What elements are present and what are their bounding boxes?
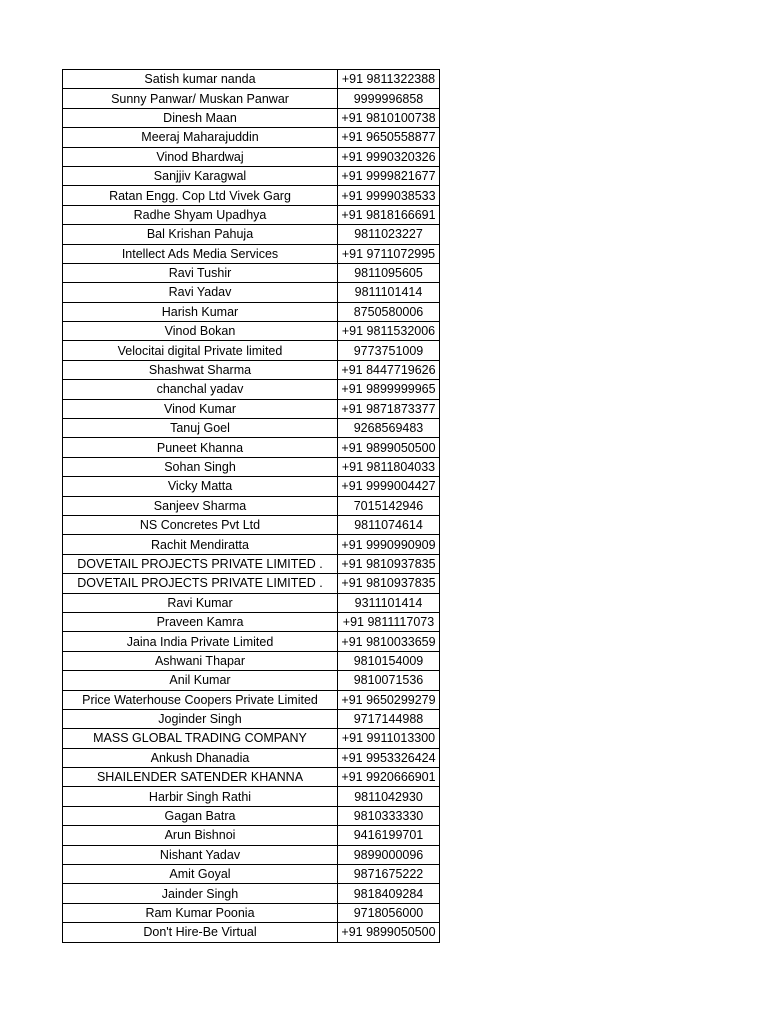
contact-name-cell: Don't Hire-Be Virtual: [63, 923, 338, 942]
contact-name-cell: Tanuj Goel: [63, 419, 338, 438]
contact-name-cell: Nishant Yadav: [63, 845, 338, 864]
table-row: [63, 593, 440, 612]
contact-phone-cell: +91 9711072995: [338, 244, 440, 263]
contact-name-cell: Velocitai digital Private limited: [63, 341, 338, 360]
table-row: [63, 283, 440, 302]
contact-name-cell: Ratan Engg. Cop Ltd Vivek Garg: [63, 186, 338, 205]
contact-phone-cell: 9811074614: [338, 515, 440, 534]
table-row: [63, 438, 440, 457]
contact-name-cell: Dinesh Maan: [63, 108, 338, 127]
contact-phone-cell: 7015142946: [338, 496, 440, 515]
contact-phone-cell: +91 9811322388: [338, 70, 440, 89]
contact-name-cell: SHAILENDER SATENDER KHANNA: [63, 768, 338, 787]
contact-phone-cell: +91 9999821677: [338, 166, 440, 185]
contact-name-cell: Intellect Ads Media Services: [63, 244, 338, 263]
contact-phone-cell: +91 9810100738: [338, 108, 440, 127]
contact-name-cell: MASS GLOBAL TRADING COMPANY: [63, 729, 338, 748]
contact-phone-cell: +91 9899999965: [338, 380, 440, 399]
table-row: [63, 768, 440, 787]
contact-phone-cell: 9811095605: [338, 263, 440, 282]
contact-name-cell: Sanjjiv Karagwal: [63, 166, 338, 185]
table-row: [63, 419, 440, 438]
table-row: [63, 70, 440, 89]
contact-phone-cell: +91 9650558877: [338, 128, 440, 147]
contact-name-cell: Price Waterhouse Coopers Private Limited: [63, 690, 338, 709]
contact-phone-cell: +91 9810033659: [338, 632, 440, 651]
table-row: [63, 147, 440, 166]
contact-phone-cell: +91 9999038533: [338, 186, 440, 205]
contact-phone-cell: +91 9899050500: [338, 438, 440, 457]
contact-name-cell: Amit Goyal: [63, 865, 338, 884]
table-row: [63, 884, 440, 903]
contact-name-cell: DOVETAIL PROJECTS PRIVATE LIMITED .: [63, 574, 338, 593]
table-row: [63, 515, 440, 534]
table-row: [63, 186, 440, 205]
table-row: [63, 923, 440, 942]
table-row: [63, 225, 440, 244]
contact-phone-cell: +91 9810937835: [338, 554, 440, 573]
contact-phone-cell: 9717144988: [338, 709, 440, 728]
contact-name-cell: Ravi Tushir: [63, 263, 338, 282]
contact-phone-cell: +91 9818166691: [338, 205, 440, 224]
table-row: [63, 651, 440, 670]
contact-name-cell: Jaina India Private Limited: [63, 632, 338, 651]
contact-phone-cell: +91 8447719626: [338, 360, 440, 379]
table-row: [63, 574, 440, 593]
table-row: [63, 632, 440, 651]
contact-phone-cell: +91 9899050500: [338, 923, 440, 942]
contact-phone-cell: 8750580006: [338, 302, 440, 321]
contact-name-cell: Anil Kumar: [63, 671, 338, 690]
contact-name-cell: Harish Kumar: [63, 302, 338, 321]
table-row: [63, 709, 440, 728]
contact-name-cell: Radhe Shyam Upadhya: [63, 205, 338, 224]
table-row: [63, 360, 440, 379]
contact-phone-cell: +91 9920666901: [338, 768, 440, 787]
contact-phone-cell: 9810154009: [338, 651, 440, 670]
table-row: [63, 322, 440, 341]
contact-name-cell: Harbir Singh Rathi: [63, 787, 338, 806]
contact-name-cell: Joginder Singh: [63, 709, 338, 728]
table-row: [63, 729, 440, 748]
table-row: [63, 535, 440, 554]
table-row: [63, 826, 440, 845]
contact-phone-cell: +91 9650299279: [338, 690, 440, 709]
contact-name-cell: Satish kumar nanda: [63, 70, 338, 89]
contact-phone-cell: +91 9990990909: [338, 535, 440, 554]
contact-phone-cell: +91 9990320326: [338, 147, 440, 166]
contact-phone-cell: +91 9911013300: [338, 729, 440, 748]
contact-name-cell: Bal Krishan Pahuja: [63, 225, 338, 244]
table-row: [63, 787, 440, 806]
contact-name-cell: DOVETAIL PROJECTS PRIVATE LIMITED .: [63, 554, 338, 573]
table-row: [63, 903, 440, 922]
contact-name-cell: Vinod Kumar: [63, 399, 338, 418]
table-row: [63, 128, 440, 147]
contact-name-cell: Ankush Dhanadia: [63, 748, 338, 767]
table-row: [63, 341, 440, 360]
contacts-table-body: [63, 70, 440, 943]
table-row: [63, 612, 440, 631]
contact-name-cell: Ravi Kumar: [63, 593, 338, 612]
table-row: [63, 845, 440, 864]
contact-phone-cell: 9773751009: [338, 341, 440, 360]
table-row: [63, 108, 440, 127]
table-row: [63, 865, 440, 884]
table-row: [63, 477, 440, 496]
contact-name-cell: Vinod Bokan: [63, 322, 338, 341]
contact-name-cell: Meeraj Maharajuddin: [63, 128, 338, 147]
contact-name-cell: Arun Bishnoi: [63, 826, 338, 845]
table-row: [63, 457, 440, 476]
contact-name-cell: Sanjeev Sharma: [63, 496, 338, 515]
contact-name-cell: Vicky Matta: [63, 477, 338, 496]
contact-phone-cell: 9810071536: [338, 671, 440, 690]
table-row: [63, 496, 440, 515]
contacts-table: [62, 69, 440, 943]
contact-name-cell: Puneet Khanna: [63, 438, 338, 457]
contact-phone-cell: 9311101414: [338, 593, 440, 612]
table-row: [63, 263, 440, 282]
contact-name-cell: NS Concretes Pvt Ltd: [63, 515, 338, 534]
contact-name-cell: Ram Kumar Poonia: [63, 903, 338, 922]
contact-phone-cell: 9818409284: [338, 884, 440, 903]
contact-phone-cell: 9416199701: [338, 826, 440, 845]
contact-phone-cell: +91 9811532006: [338, 322, 440, 341]
table-row: [63, 690, 440, 709]
contact-phone-cell: +91 9871873377: [338, 399, 440, 418]
contact-name-cell: Rachit Mendiratta: [63, 535, 338, 554]
contact-phone-cell: +91 9999004427: [338, 477, 440, 496]
table-row: [63, 89, 440, 108]
contact-name-cell: chanchal yadav: [63, 380, 338, 399]
contact-name-cell: Vinod Bhardwaj: [63, 147, 338, 166]
contact-name-cell: Praveen Kamra: [63, 612, 338, 631]
table-row: [63, 671, 440, 690]
contact-phone-cell: 9811042930: [338, 787, 440, 806]
contact-phone-cell: 9811101414: [338, 283, 440, 302]
contact-name-cell: Sunny Panwar/ Muskan Panwar: [63, 89, 338, 108]
contact-phone-cell: +91 9810937835: [338, 574, 440, 593]
contact-name-cell: Shashwat Sharma: [63, 360, 338, 379]
table-row: [63, 302, 440, 321]
contact-name-cell: Ashwani Thapar: [63, 651, 338, 670]
table-row: [63, 399, 440, 418]
contact-phone-cell: 9899000096: [338, 845, 440, 864]
contact-name-cell: Jainder Singh: [63, 884, 338, 903]
contact-phone-cell: +91 9811117073: [338, 612, 440, 631]
contact-phone-cell: 9871675222: [338, 865, 440, 884]
contact-name-cell: Sohan Singh: [63, 457, 338, 476]
contact-phone-cell: +91 9953326424: [338, 748, 440, 767]
contact-phone-cell: 9718056000: [338, 903, 440, 922]
contact-phone-cell: 9268569483: [338, 419, 440, 438]
table-row: [63, 205, 440, 224]
table-row: [63, 554, 440, 573]
table-row: [63, 244, 440, 263]
table-row: [63, 166, 440, 185]
contact-name-cell: Gagan Batra: [63, 806, 338, 825]
contact-phone-cell: 9999996858: [338, 89, 440, 108]
table-row: [63, 380, 440, 399]
contact-name-cell: Ravi Yadav: [63, 283, 338, 302]
contact-phone-cell: 9811023227: [338, 225, 440, 244]
contact-phone-cell: 9810333330: [338, 806, 440, 825]
table-row: [63, 806, 440, 825]
table-row: [63, 748, 440, 767]
contact-phone-cell: +91 9811804033: [338, 457, 440, 476]
